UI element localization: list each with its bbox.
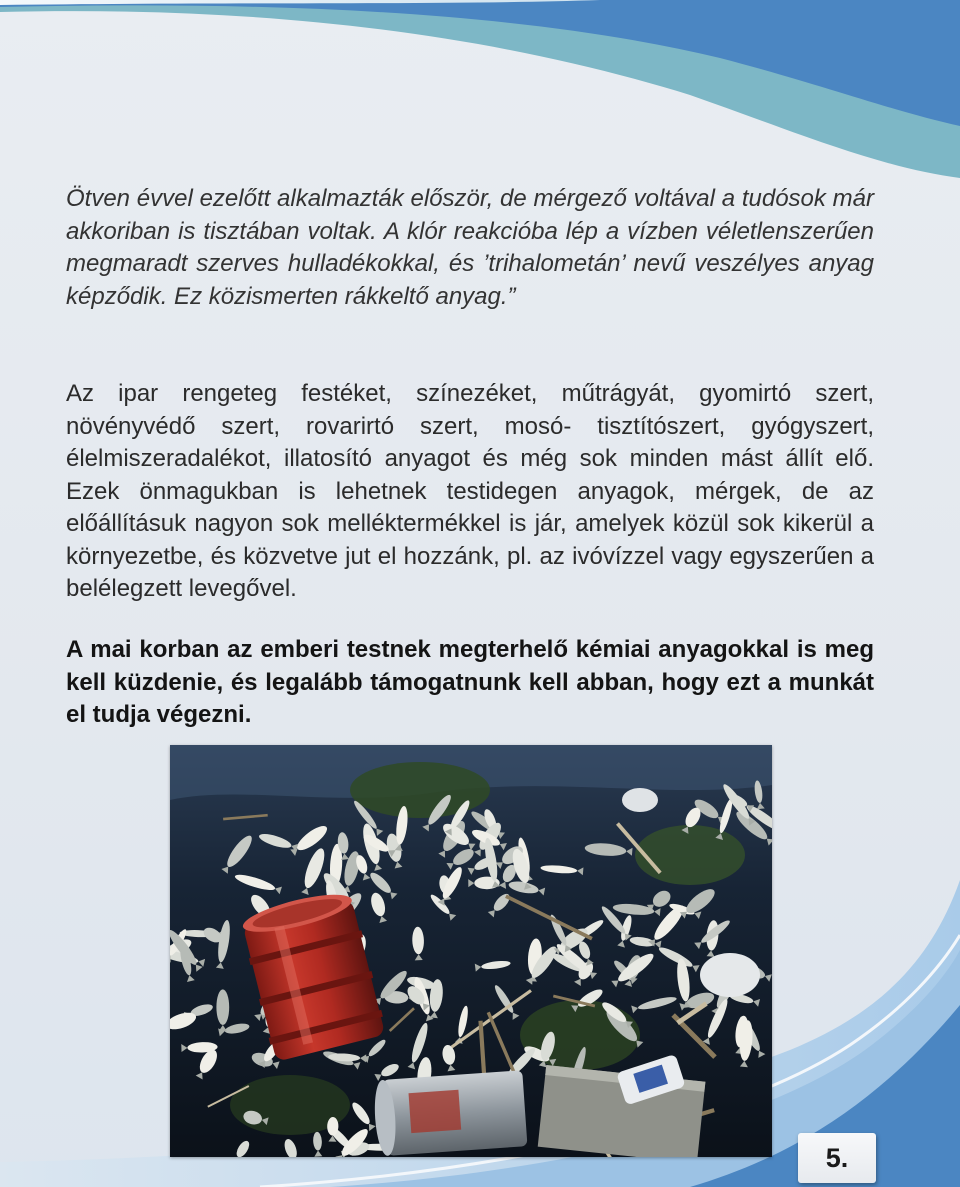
- body-paragraph: Az ipar rengeteg festéket, színezéket, műtrágyát, gyomirtó szert, növényvédő szert, rovarirtó szert, mosó- tisztítószert, gyógyszert, élelmiszeradalékot, illatosító anyagot és még sok minden mást állít elő. Ezek önmagukban is lehetnek testidegen anyagok, mérgek, de az előállításuk nagyon sok melléktermékkel is jár, amelyek közül sok kikerül a környezetbe, és közvetve jut el hozzánk, pl. az ivóvízzel vagy egyszerűen a belélegzett levegővel.: [66, 380, 874, 602]
- page-number: 5.: [825, 1142, 849, 1173]
- white-container: [700, 953, 760, 997]
- emphasis-paragraph: A mai korban az emberi testnek megterhelő kémiai anyagokkal is meg kell küzdenie, és legalább támogatnunk kell abban, hogy ezt a munkát el tudja végezni.: [66, 636, 874, 728]
- page-number-box: [798, 1133, 876, 1183]
- quote-paragraph: Ötven évvel ezelőtt alkalmazták először, de mérgező voltával a tudósok már akkoriban is tisztában voltak. A klór reakcióba lép a vízben véletlenszerűen megmaradt szerves hulladékokkal, és ’trihalometán’ nevű veszélyes anyag képződik. Ez közismerten rákkeltő anyag.”: [66, 185, 874, 310]
- fish-body: [216, 989, 229, 1025]
- can-label: [409, 1090, 462, 1133]
- algae-patch: [350, 762, 490, 818]
- metal-can: [373, 1070, 528, 1156]
- white-container: [622, 788, 658, 812]
- polluted-water-photo: [170, 745, 772, 1157]
- algae-patch: [635, 825, 745, 885]
